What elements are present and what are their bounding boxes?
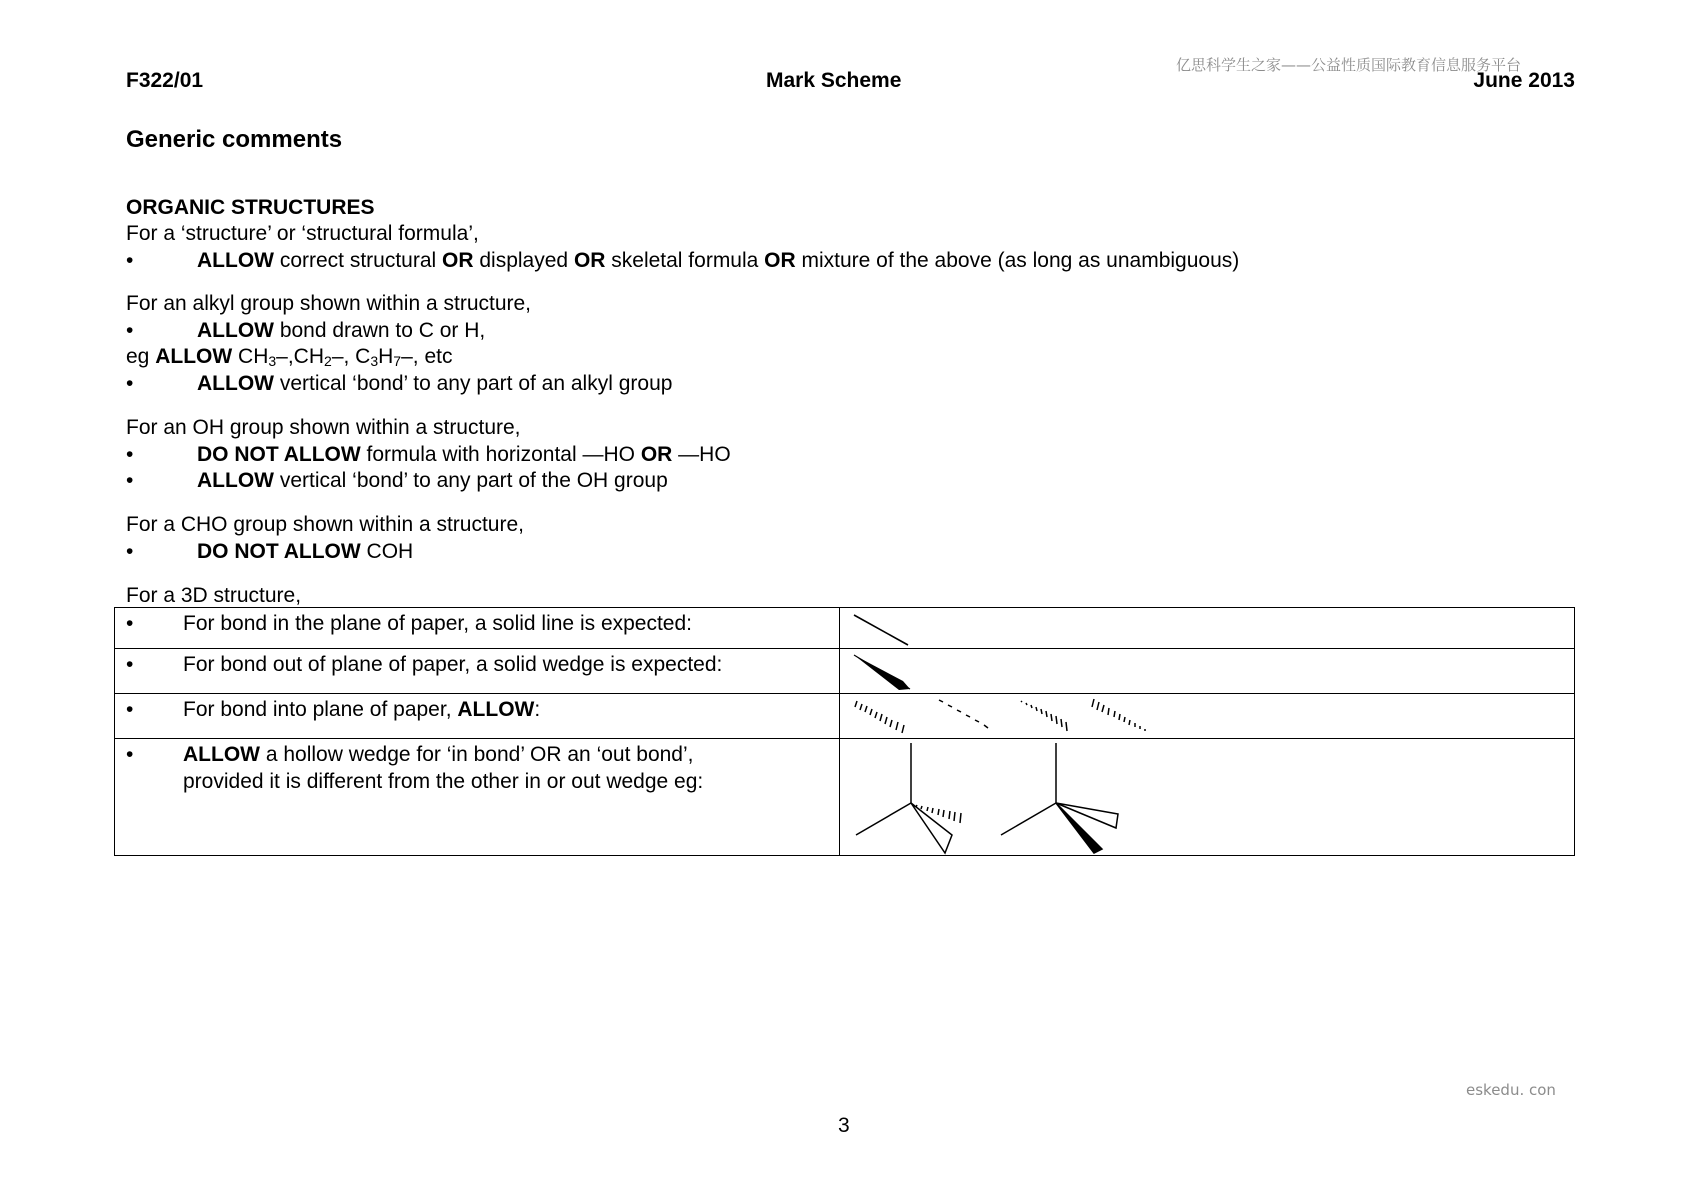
molecule-2 xyxy=(1001,743,1118,853)
row-3-text: For bond into plane of paper, ALLOW: xyxy=(183,698,541,721)
bullet: • xyxy=(126,469,134,492)
bullet: • xyxy=(126,653,134,676)
alkyl-intro: For an alkyl group shown within a structure, xyxy=(126,292,532,315)
hollow-wedge-example-diagrams xyxy=(840,739,1574,855)
page-heading: Generic comments xyxy=(126,126,343,153)
bullet: • xyxy=(126,540,134,563)
dashed-bond xyxy=(939,700,988,728)
three-d-table xyxy=(114,607,1575,856)
hashed-bond-2 xyxy=(1021,701,1067,731)
bullet: • xyxy=(126,612,134,635)
hashed-bond-1 xyxy=(855,701,904,733)
structure-bullet-1: • ALLOW correct structural OR displayed OR skeletal formula OR mixture of the above (as long as unambiguous) xyxy=(126,249,1240,272)
document-date: June 2013 xyxy=(1473,69,1575,92)
page-number: 3 xyxy=(838,1114,850,1137)
three-d-intro: For a 3D structure, xyxy=(126,584,302,607)
solid-wedge-bond-diagram xyxy=(840,649,1574,693)
cho-intro: For a CHO group shown within a structure, xyxy=(126,513,524,536)
oh-intro: For an OH group shown within a structure, xyxy=(126,416,521,439)
alkyl-example: eg ALLOW $CH_3-,CH_2-$, $C_3H_7-$, etc xyxy=(126,345,453,369)
bullet: • xyxy=(126,372,134,395)
bullet: • xyxy=(126,319,134,342)
row-2-text: For bond out of plane of paper, a solid wedge is expected: xyxy=(183,653,723,676)
watermark-bottom: eskedu. con xyxy=(1466,1081,1556,1099)
document-code: F322/01 xyxy=(126,69,204,92)
into-plane-bond-diagrams xyxy=(840,694,1574,738)
table-row xyxy=(115,739,1575,856)
section-title: ORGANIC STRUCTURES xyxy=(126,196,375,219)
bullet: • xyxy=(126,698,134,721)
alkyl-bullet-1: • ALLOW bond drawn to C or H, xyxy=(126,319,486,342)
oh-bullet-2: • ALLOW vertical ‘bond’ to any part of the OH group xyxy=(126,469,668,492)
hashed-bond-3 xyxy=(1092,699,1145,731)
row-1-text: For bond in the plane of paper, a solid line is expected: xyxy=(183,612,693,635)
alkyl-bullet-2: • ALLOW vertical ‘bond’ to any part of an alkyl group xyxy=(126,372,673,395)
row-4-text: ALLOW a hollow wedge for ‘in bond’ OR an ‘out bond’, provided it is different from the other in or out wedge eg: xyxy=(183,743,704,793)
molecule-1 xyxy=(856,743,961,853)
table-row xyxy=(115,608,1575,649)
document-title: Mark Scheme xyxy=(766,69,902,92)
table-row xyxy=(115,649,1575,694)
watermark-top: 亿思科学生之家——公益性质国际教育信息服务平台 xyxy=(1176,56,1522,74)
bullet: • xyxy=(126,249,134,272)
structure-intro: For a ‘structure’ or ‘structural formula’, xyxy=(126,222,479,245)
table-row xyxy=(115,694,1575,739)
bullet: • xyxy=(126,743,134,766)
oh-bullet-1: • DO NOT ALLOW formula with horizontal —HO OR —HO xyxy=(126,443,731,466)
cho-bullet-1: • DO NOT ALLOW COH xyxy=(126,540,414,563)
solid-line-bond-diagram xyxy=(840,608,1574,648)
bullet: • xyxy=(126,443,134,466)
